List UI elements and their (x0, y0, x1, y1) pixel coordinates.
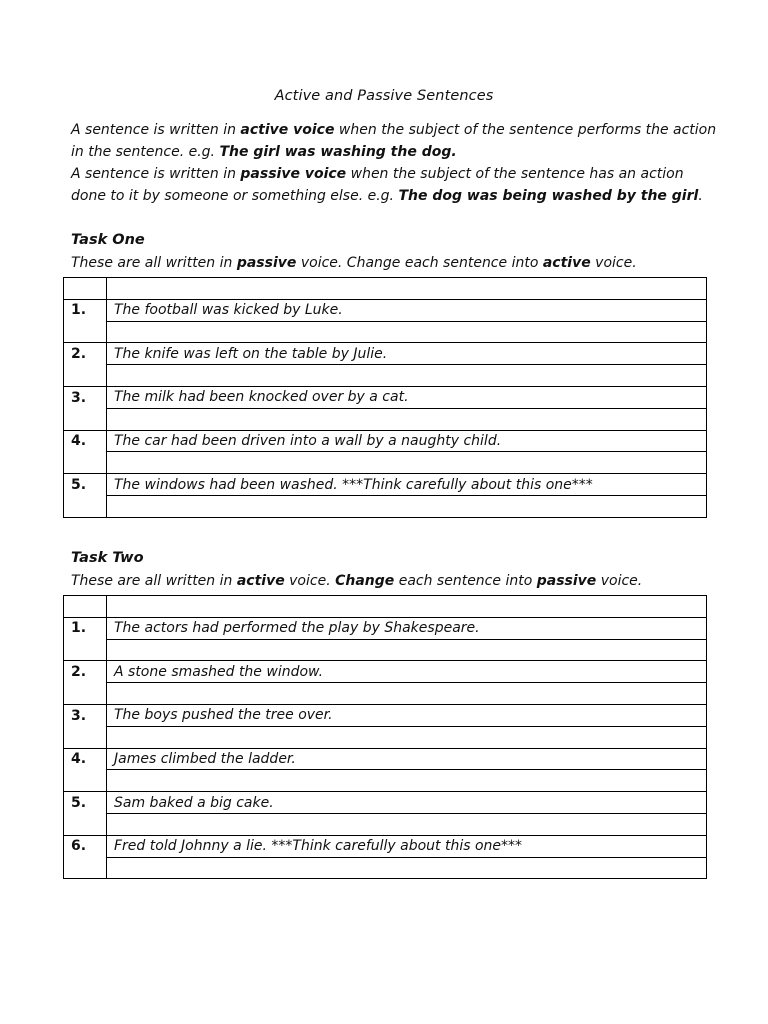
answer-row (64, 321, 707, 343)
item-number: 5. (64, 792, 107, 814)
table-row (64, 792, 707, 814)
item-number: 3. (64, 704, 107, 726)
sentence-note: ***Think carefully about this one*** (271, 838, 523, 855)
active-voice-example: The girl was washing the dog. (219, 144, 457, 160)
active-voice-definition (71, 119, 721, 163)
answer-space[interactable] (107, 639, 707, 661)
intro-text-span: when the subject of the sentence performs the action in the sentence. e.g. (71, 122, 717, 160)
sentence-text: The car had been driven into a wall by a naughty child. (114, 432, 502, 449)
instruction-bold: active (236, 573, 285, 589)
item-number: 4. (64, 748, 107, 770)
table-header-row (64, 278, 707, 300)
sentence-cell (107, 430, 707, 452)
number-spacer (64, 683, 107, 705)
intro-text-span: when the subject of the sentence has an action done to it by someone or something else. e.g. (71, 166, 684, 204)
intro-text-span: A sentence is written in (71, 122, 241, 138)
answer-row (64, 452, 707, 474)
task-two-heading: Task Two (71, 550, 144, 566)
passive-voice-term: passive voice (240, 166, 347, 182)
table-row (64, 386, 707, 408)
active-voice-term: active voice (240, 122, 335, 138)
answer-space[interactable] (107, 726, 707, 748)
passive-voice-example: The dog was being washed by the girl (398, 188, 699, 204)
instruction-span: These are all written in (71, 573, 237, 589)
sentence-text: James climbed the ladder. (114, 750, 296, 767)
sentence-text: A stone smashed the window. (114, 663, 324, 680)
sentence-cell (107, 299, 707, 321)
item-number: 6. (64, 835, 107, 857)
table-row (64, 430, 707, 452)
intro-text-span: . (698, 188, 703, 204)
sentence-text: The football was kicked by Luke. (114, 302, 343, 319)
instruction-bold: passive (536, 573, 597, 589)
instruction-bold: passive (236, 255, 297, 271)
intro-text-span: A sentence is written in (71, 166, 241, 182)
number-spacer (64, 495, 107, 517)
instruction-bold: active (542, 255, 591, 271)
task-one-table-body (64, 278, 707, 518)
instruction-bold: Change (335, 573, 395, 589)
item-number: 2. (64, 343, 107, 365)
item-number: 4. (64, 430, 107, 452)
table-row (64, 835, 707, 857)
answer-space[interactable] (107, 683, 707, 705)
item-number: 5. (64, 474, 107, 496)
answer-space[interactable] (107, 770, 707, 792)
sentence-cell (107, 617, 707, 639)
number-spacer (64, 813, 107, 835)
sentence-text: Sam baked a big cake. (114, 794, 274, 811)
answer-space[interactable] (107, 813, 707, 835)
answer-row (64, 639, 707, 661)
task-one-instruction (71, 255, 721, 271)
sentence-cell (107, 343, 707, 365)
answer-row (64, 365, 707, 387)
answer-row (64, 495, 707, 517)
answer-space[interactable] (107, 452, 707, 474)
page-title: Active and Passive Sentences (274, 88, 494, 104)
sentence-text: The windows had been washed. (114, 476, 343, 493)
instruction-span: voice. (284, 573, 336, 589)
sentence-cell (107, 661, 707, 683)
sentence-text: The milk had been knocked over by a cat. (114, 389, 409, 406)
table-row (64, 343, 707, 365)
instruction-span: voice. (590, 255, 637, 271)
answer-space[interactable] (107, 321, 707, 343)
number-spacer (64, 639, 107, 661)
table-row (64, 661, 707, 683)
sentence-text: The knife was left on the table by Julie. (114, 345, 388, 362)
header-cell (64, 596, 107, 618)
instruction-span: voice. Change each sentence into (296, 255, 543, 271)
item-number: 1. (64, 617, 107, 639)
number-spacer (64, 408, 107, 430)
item-number: 1. (64, 299, 107, 321)
answer-space[interactable] (107, 365, 707, 387)
sentence-cell (107, 474, 707, 496)
answer-space[interactable] (107, 408, 707, 430)
table-row (64, 748, 707, 770)
answer-space[interactable] (107, 495, 707, 517)
header-cell (64, 278, 107, 300)
table-row (64, 299, 707, 321)
header-cell (107, 596, 707, 618)
answer-row (64, 770, 707, 792)
table-row (64, 617, 707, 639)
task-two-table (63, 595, 707, 879)
intro-text (71, 119, 721, 207)
answer-space[interactable] (107, 857, 707, 879)
header-cell (107, 278, 707, 300)
answer-row (64, 857, 707, 879)
sentence-text: The boys pushed the tree over. (114, 707, 333, 724)
task-two-instruction (71, 573, 721, 589)
number-spacer (64, 365, 107, 387)
answer-row (64, 408, 707, 430)
sentence-cell (107, 835, 707, 857)
sentence-cell (107, 704, 707, 726)
answer-row (64, 683, 707, 705)
number-spacer (64, 452, 107, 474)
table-row (64, 474, 707, 496)
table-header-row (64, 596, 707, 618)
passive-voice-definition (71, 163, 721, 207)
number-spacer (64, 770, 107, 792)
item-number: 2. (64, 661, 107, 683)
item-number: 3. (64, 386, 107, 408)
sentence-cell (107, 386, 707, 408)
answer-row (64, 813, 707, 835)
sentence-note: ***Think carefully about this one*** (342, 476, 593, 493)
task-two-table-body (64, 596, 707, 879)
sentence-cell (107, 748, 707, 770)
number-spacer (64, 726, 107, 748)
number-spacer (64, 321, 107, 343)
table-row (64, 704, 707, 726)
sentence-cell (107, 792, 707, 814)
number-spacer (64, 857, 107, 879)
instruction-span: These are all written in (71, 255, 237, 271)
instruction-span: each sentence into (394, 573, 537, 589)
sentence-text: Fred told Johnny a lie. (114, 838, 272, 855)
answer-row (64, 726, 707, 748)
instruction-span: voice. (596, 573, 643, 589)
sentence-text: The actors had performed the play by Shakespeare. (114, 620, 480, 637)
task-one-heading: Task One (71, 232, 145, 248)
task-one-table (63, 277, 707, 518)
